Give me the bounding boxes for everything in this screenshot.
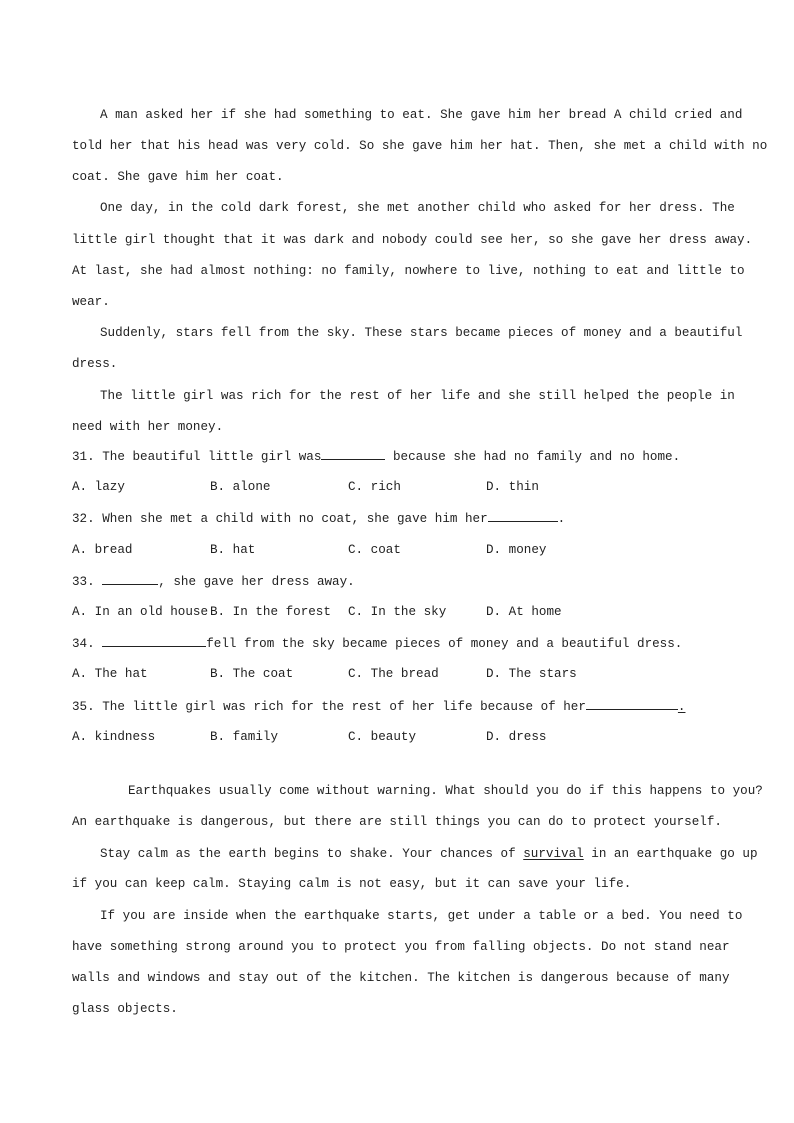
story-p2-line4: wear.	[72, 295, 110, 309]
question-32	[72, 510, 565, 526]
answer-blank	[586, 698, 678, 710]
question-32-stem: 32. When she met a child with no coat, she gave him her	[72, 512, 488, 526]
question-32-stem-end: .	[557, 512, 566, 526]
question-35-option-d[interactable]: D. dress	[486, 730, 547, 744]
earthquake-p3-line4: glass objects.	[72, 1002, 178, 1016]
underlined-word-survival: survival	[523, 847, 584, 861]
question-32-option-d[interactable]: D. money	[486, 543, 547, 557]
question-35-option-a[interactable]: A. kindness	[72, 730, 156, 744]
story-p1-line3: coat. She gave him her coat.	[72, 170, 284, 184]
answer-blank	[102, 635, 206, 647]
story-p1-line1: A man asked her if she had something to eat. She gave him her bread A child cried and	[100, 108, 743, 122]
earthquake-p2-line1	[100, 846, 758, 862]
question-32-option-a[interactable]: A. bread	[72, 543, 133, 557]
question-31-stem: 31. The beautiful little girl was	[72, 450, 322, 464]
answer-blank	[488, 510, 558, 522]
answer-blank	[102, 573, 158, 585]
earthquake-p3-line3: walls and windows and stay out of the kitchen. The kitchen is dangerous because of many	[72, 971, 730, 985]
question-34-stem: 34.	[72, 637, 103, 651]
earthquake-p2-line2: if you can keep calm. Staying calm is not easy, but it can save your life.	[72, 877, 632, 891]
question-34-option-a[interactable]: A. The hat	[72, 667, 148, 681]
story-p4-line2: need with her money.	[72, 420, 224, 434]
question-32-option-b[interactable]: B. hat	[210, 543, 256, 557]
earthquake-p2-text: Stay calm as the earth begins to shake. Your chances of	[100, 847, 524, 861]
story-p3-line2: dress.	[72, 357, 118, 371]
question-33-option-c[interactable]: C. In the sky	[348, 605, 447, 619]
question-33-option-d[interactable]: D. At home	[486, 605, 562, 619]
question-31-option-c[interactable]: C. rich	[348, 480, 401, 494]
question-31-option-b[interactable]: B. alone	[210, 480, 271, 494]
question-34-option-c[interactable]: C. The bread	[348, 667, 439, 681]
question-35	[72, 698, 685, 714]
question-33-option-a[interactable]: A. In an old house	[72, 605, 209, 619]
question-34-option-d[interactable]: D. The stars	[486, 667, 577, 681]
question-34-option-b[interactable]: B. The coat	[210, 667, 294, 681]
story-p2-line2: little girl thought that it was dark and nobody could see her, so she gave her dress away.	[72, 233, 753, 247]
question-34	[72, 635, 682, 651]
earthquake-p1-line2: An earthquake is dangerous, but there are still things you can do to protect yourself.	[72, 815, 722, 829]
story-p2-line3: At last, she had almost nothing: no family, nowhere to live, nothing to eat and little to	[72, 264, 745, 278]
earthquake-p1-line1: Earthquakes usually come without warning. What should you do if this happens to you?	[128, 784, 763, 798]
story-p3-line1: Suddenly, stars fell from the sky. These stars became pieces of money and a beautiful	[100, 326, 743, 340]
story-p2-line1: One day, in the cold dark forest, she met another child who asked for her dress. The	[100, 201, 735, 215]
question-33	[72, 573, 355, 589]
question-31-option-d[interactable]: D. thin	[486, 480, 539, 494]
story-p4-line1: The little girl was rich for the rest of her life and she still helped the people in	[100, 389, 735, 403]
question-33-stem: 33.	[72, 575, 103, 589]
question-32-option-c[interactable]: C. coat	[348, 543, 401, 557]
question-35-stem-end: .	[677, 700, 686, 714]
question-35-option-b[interactable]: B. family	[210, 730, 279, 744]
earthquake-p3-line2: have something strong around you to protect you from falling objects. Do not stand near	[72, 940, 730, 954]
question-31	[72, 448, 680, 464]
question-31-stem-end: because she had no family and no home.	[385, 450, 681, 464]
earthquake-p2-text-end: in an earthquake go up	[583, 847, 758, 861]
earthquake-p3-line1: If you are inside when the earthquake starts, get under a table or a bed. You need to	[100, 909, 743, 923]
question-31-option-a[interactable]: A. lazy	[72, 480, 125, 494]
answer-blank	[321, 448, 385, 460]
question-33-option-b[interactable]: B. In the forest	[210, 605, 331, 619]
question-34-stem-end: fell from the sky became pieces of money and a beautiful dress.	[206, 637, 683, 651]
question-35-option-c[interactable]: C. beauty	[348, 730, 417, 744]
question-33-stem-end: , she gave her dress away.	[158, 575, 355, 589]
question-35-stem: 35. The little girl was rich for the rest of her life because of her	[72, 700, 586, 714]
story-p1-line2: told her that his head was very cold. So she gave him her hat. Then, she met a child with no	[72, 139, 768, 153]
